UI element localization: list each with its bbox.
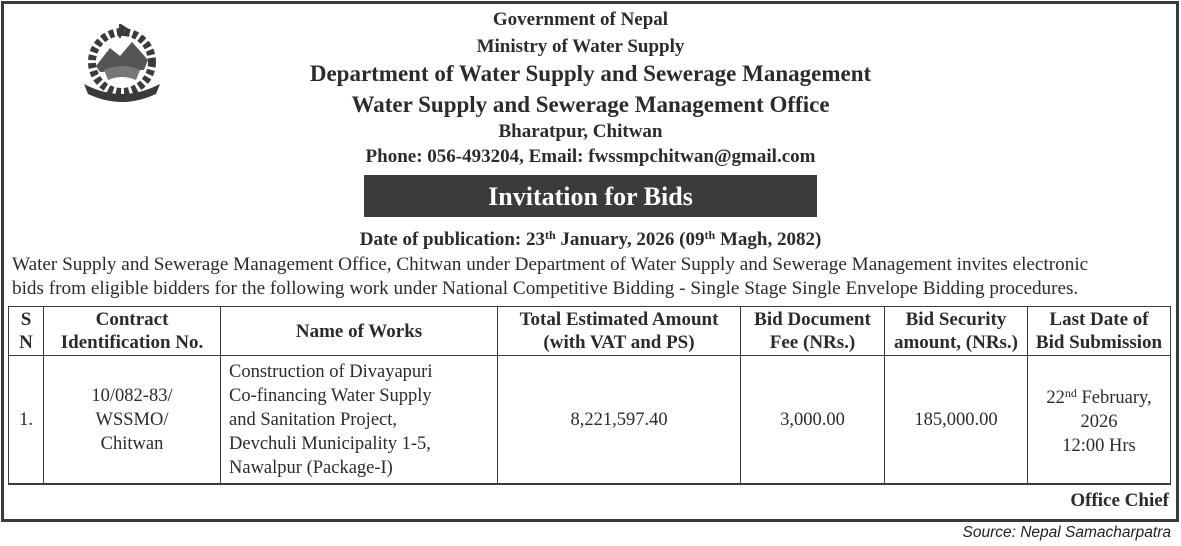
table-row [9,356,1171,485]
header-last-date: Last Date of Bid Submission [1028,307,1171,356]
government-title: Government of Nepal [492,9,669,30]
intro-paragraph [12,253,1172,301]
source-credit: Source: Nepal Samacharpatra [962,524,1171,541]
office-location: Bharatpur, Chitwan [498,121,663,142]
header-sn: S N [9,307,44,356]
header-works: Name of Works [221,307,498,356]
header-fee: Bid Document Fee (NRs.) [741,307,885,356]
signature-office-chief: Office Chief [1070,490,1169,511]
contact-info: Phone: 056-493204, Email: fwssmpchitwan@gmail.com [365,146,816,167]
office-title: Water Supply and Sewerage Management Office [351,92,830,117]
cell-security: 185,000.00 [885,356,1028,485]
cell-fee: 3,000.00 [741,356,885,485]
bids-table [8,306,1171,485]
cell-works: Construction of Divayapuri Co-financing Water Supply and Sanitation Project, Devchuli Municipality 1-5, Nawalpur (Package-I) [221,356,498,485]
invitation-banner: Invitation for Bids [364,175,817,217]
cell-amount: 8,221,597.40 [498,356,741,485]
header-amount: Total Estimated Amount (with VAT and PS) [498,307,741,356]
cell-last-date: 22nd February, 2026 12:00 Hrs [1028,356,1171,485]
header-security: Bid Security amount, (NRs.) [885,307,1028,356]
ministry-title: Ministry of Water Supply [476,36,685,57]
publication-date: Date of publication: 23th January, 2026 (09th Magh, 2082) [359,228,822,250]
cell-contract-id: 10/082-83/ WSSMO/ Chitwan [44,356,221,485]
intro-line-2: bids from eligible bidders for the following work under National Competitive Bidding - Single Stage Single Envelope Bidding procedures. [12,278,1079,299]
intro-line-1: Water Supply and Sewerage Management Office, Chitwan under Department of Water Supply and Sewerage Management invites electronic [12,254,1089,275]
header-contract-id: Contract Identification No. [44,307,221,356]
cell-sn: 1. [9,356,44,485]
department-title: Department of Water Supply and Sewerage Management [309,61,872,86]
table-header-row [9,307,1171,356]
